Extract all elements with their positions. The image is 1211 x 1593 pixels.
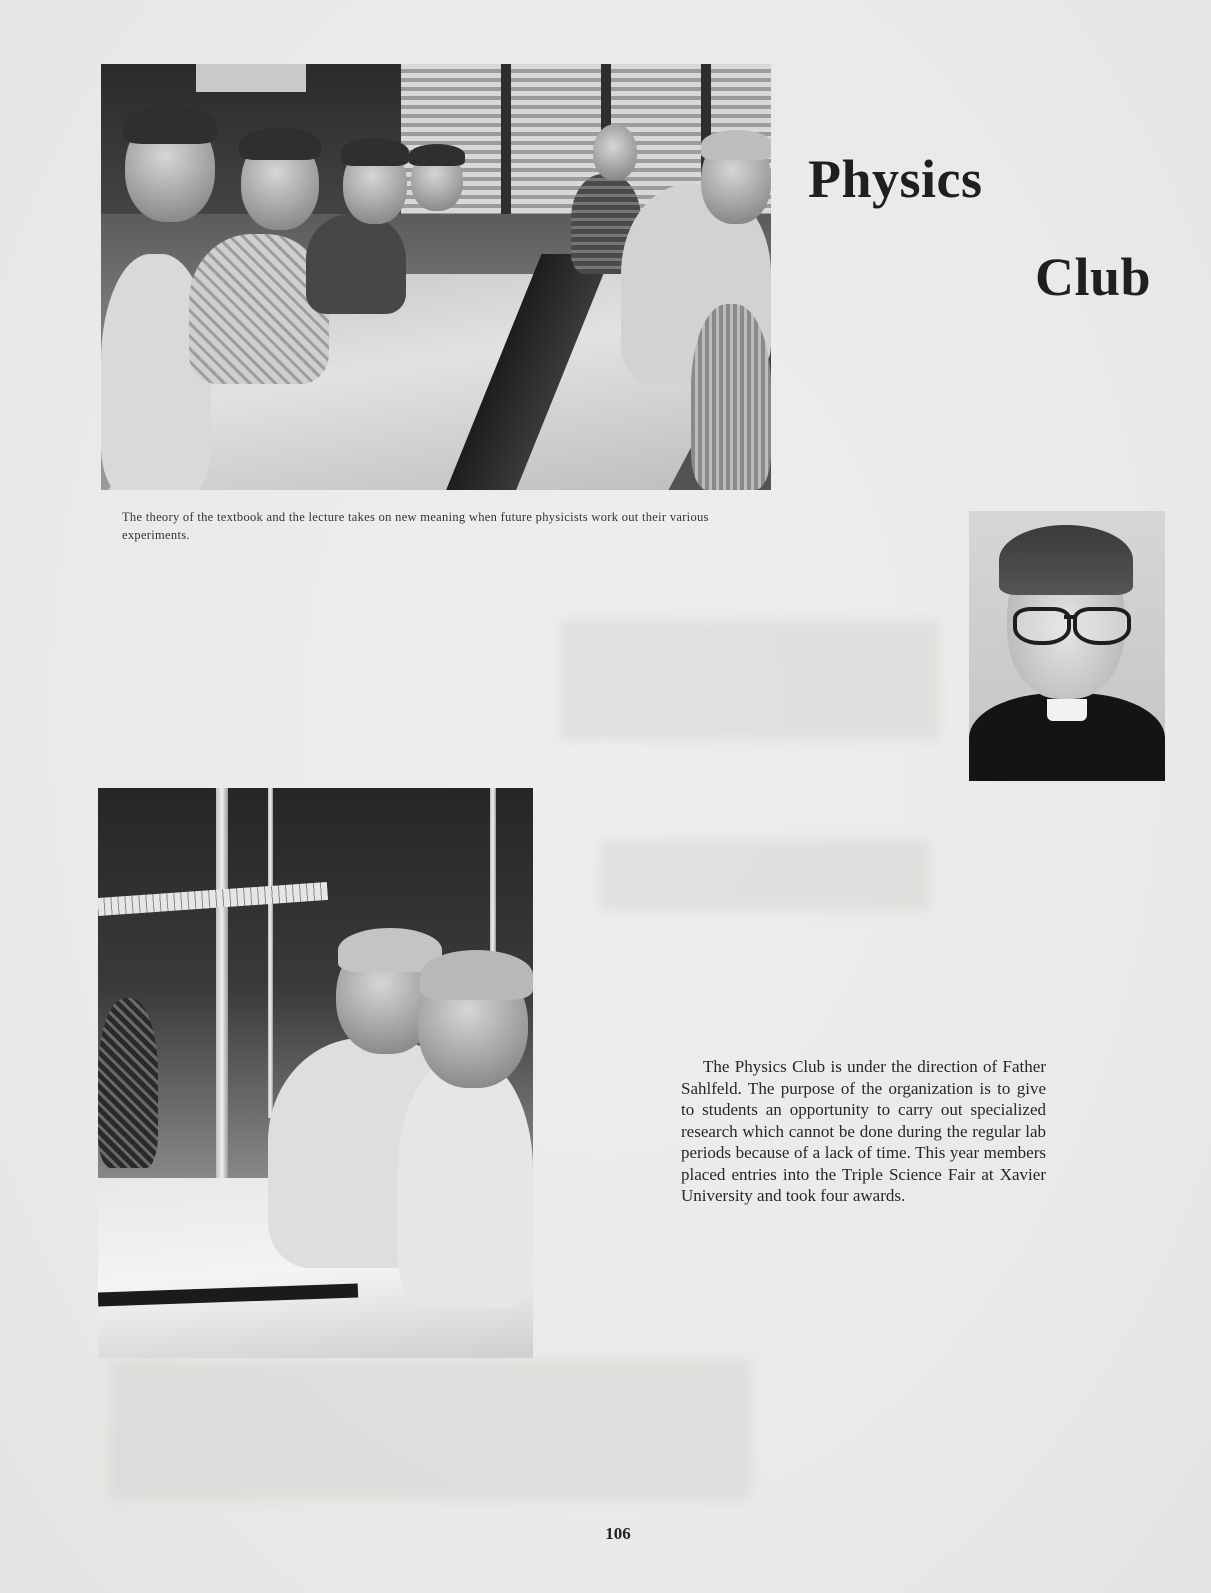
portrait-photo [969, 511, 1165, 781]
portrait-glasses-lens [1073, 607, 1131, 645]
photo-student [691, 304, 771, 490]
page-title-line-2: Club [1035, 247, 1152, 307]
photo-student-hair [341, 138, 409, 166]
page-title-line-1: Physics [808, 149, 983, 209]
photo-student-hair [701, 130, 771, 160]
lab-class-photo [101, 64, 771, 490]
photo-student [98, 998, 158, 1168]
photo-student-hair [420, 950, 533, 1000]
portrait-glasses-bridge [1064, 615, 1074, 619]
photo-student-hair [409, 144, 465, 166]
show-through-ghost [560, 620, 940, 740]
photo-student-hair [239, 128, 321, 160]
page-number: 106 [605, 1524, 631, 1543]
photo-poster [196, 64, 306, 92]
show-through-ghost [110, 1360, 750, 1500]
photo-apparatus-rod [268, 788, 273, 1118]
photo-student [398, 1058, 533, 1308]
portrait-glasses-lens [1013, 607, 1071, 645]
photo-student [306, 214, 406, 314]
photo-window-frame [501, 64, 511, 214]
photo-student-head [593, 124, 637, 180]
photo-caption: The theory of the textbook and the lecture takes on new meaning when future physicists work out their various experiments. [122, 510, 709, 542]
photo-meter-stick [98, 882, 328, 916]
experiment-photo [98, 788, 533, 1358]
show-through-ghost [600, 840, 930, 910]
portrait-hair [999, 525, 1133, 595]
club-description: The Physics Club is under the direction of Father Sahlfeld. The purpose of the organization is to give to students an opportunity to carry out specialized research which cannot be done during the regular lab periods because of a lack of time. This year members placed entries into the Triple Science Fair at Xavier University and took four awards. [681, 1057, 1046, 1205]
portrait-collar [1047, 699, 1087, 721]
photo-student-hair [123, 106, 217, 144]
